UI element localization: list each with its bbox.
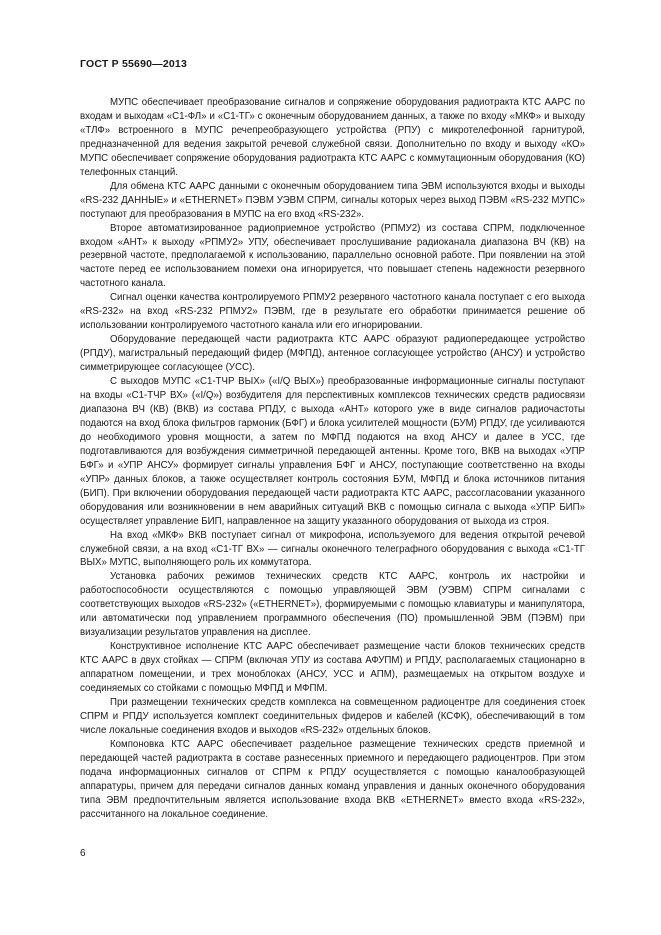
paragraph: Конструктивное исполнение КТС ААРС обеспечивает размещение части блоков технических средств КТС ААРС в двух стойках — СПРМ (включая УПУ из состава АФУПМ) и РПДУ, располагаемых стационарно в аппаратном помещении, и трех моноблоках (АНСУ, УСС и АПМ), размещаемых на открытом воздухе и соединяемых со стойками с помощью МФПД и МФПМ. xyxy=(80,641,585,695)
document-body xyxy=(80,96,585,822)
page-number: 6 xyxy=(80,848,86,859)
paragraph: Второе автоматизированное радиоприемное устройство (РПМУ2) из состава СПРМ, подключенное входом «АНТ» к выходу «РПМУ2» УПУ, обеспечивает прослушивание радиоканала диапазона ВЧ (КВ) на резервной частоте, предполагаемой к использованию, параллельно основной работе. При появлении на этой частоте перед ее использованием помехи она игнорируется, что повышает степень надежности резервного частотного канала. xyxy=(80,222,585,290)
paragraph: При размещении технических средств комплекса на совмещенном радиоцентре для соединения стоек СПРМ и РПДУ используется комплект соединительных фидеров и кабелей (КСФК), обеспечивающий в том числе локальные соединения входов и выходов «RS-232» отдельных блоков. xyxy=(80,696,585,736)
paragraph: Компоновка КТС ААРС обеспечивает раздельное размещение технических средств приемной и передающей частей радиотракта в составе разнесенных приемного и передающего радиоцентров. При этом подача информационных сигналов от СПРМ к РПДУ осуществляется с помощью каналообразующей аппаратуры, причем для передачи сигналов данных команд управления и данных оконечного оборудования типа ЭВМ предпочтительным является использование входа ВКВ «ETHERNET» вместо входа «RS-232», рассчитанного на локальное соединение. xyxy=(80,738,585,820)
paragraph: Оборудование передающей части радиотракта КТС ААРС образуют радиопередающее устройство (РПДУ), магистральный передающий фидер (МФПД), антенное согласующее устройство (АНСУ) и устройство симметрирующее согласующее (УСС). xyxy=(80,334,585,374)
paragraph: МУПС обеспечивает преобразование сигналов и сопряжение оборудования радиотракта КТС ААРС по входам и выходам «С1-ФЛ» и «С1-ТГ» с оконечным оборудованием данных, а также по входу «МКФ» и выходу «ТЛФ» встроенного в МУПС речепреобразующего устройства (РПУ) с микротелефонной гарнитурой, предназначенной для ведения закрытой речевой служебной связи. Дополнительно по входу и выходу «КО» МУПС обеспечивает сопряжение оборудования радиотракта КТС ААРС с коммутационным оборудования (КО) телефонных станций. xyxy=(80,97,585,178)
document-header: ГОСТ Р 55690—2013 xyxy=(80,58,188,70)
paragraph: С выходов МУПС «С1-ТЧР ВЫХ» («I/Q ВЫХ») преобразованные информационные сигналы поступают на входы «С1-ТЧР ВХ» («I/Q») возбудителя для перспективных комплексов технических средств радиосвязи диапазона ВЧ (КВ) (ВКВ) из состава РПДУ, с выхода «АНТ» которого уже в виде сигналов радиочастоты подаются на вход блока фильтров гармоник (БФГ) и блока усилителей мощности (БУМ) РПДУ, где усиливаются до необходимого уровня мощности, а затем по МФПД подаются на вход АНСУ и далее в УСС, где подготавливаются для возбуждения симметричной передающей антенны. Кроме того, ВКВ на выходах «УПР БФГ» и «УПР АНСУ» формирует сигналы управления БФГ и АНСУ, поступающие соответственно на входы «УПР» данных блоков, а также осуществляет контроль состояния БУМ, МФПД и блока источников питания (БИП). При включении оборудования передающей части радиотракта КТС ААРС, рассогласовании указанного оборудования или возникновении в нем аварийных ситуаций ВКВ с помощью сигнала с выхода «УПР БИП» осуществляет управление БИП, направленное на защиту указанного оборудования от выхода из строя. xyxy=(80,376,585,527)
paragraph: Для обмена КТС ААРС данными с оконечным оборудованием типа ЭВМ используются входы и выходы «RS-232 ДАННЫЕ» и «ETHERNET» ПЭВМ УЭВМ СПРМ, сигналы которых через выход ПЭВМ «RS-232 МУПС» поступают для преобразования в МУПС на его вход «RS-232». xyxy=(80,180,585,220)
paragraph: Установка рабочих режимов технических средств КТС ААРС, контроль их настройки и работоспособности осуществляются с помощью управляющей ЭВМ (УЭВМ) СПРМ сигналами с соответствующих выходов «RS-232» («ETHERNET»), формируемыми с помощью клавиатуры и манипулятора, или автоматически под управлением программного обеспечения (ПО) промышленной ЭВМ (ПЭВМ) при визуализации результатов управления на дисплее. xyxy=(80,571,585,639)
paragraph: Сигнал оценки качества контролируемого РПМУ2 резервного частотного канала поступает с его выхода «RS-232» на вход «RS-232 РПМУ2» ПЭВМ, где в результате его обработки принимается решение об использовании контролируемого частотного канала или его игнорировании. xyxy=(80,292,585,332)
paragraph: На вход «МКФ» ВКВ поступает сигнал от микрофона, используемого для ведения открытой речевой служебной связи, а на вход «С1-ТГ ВХ» — сигналы оконечного телеграфного оборудования с выхода «С1-ТГ ВЫХ» МУПС, выполняющего роль их коммутатора. xyxy=(80,529,585,569)
